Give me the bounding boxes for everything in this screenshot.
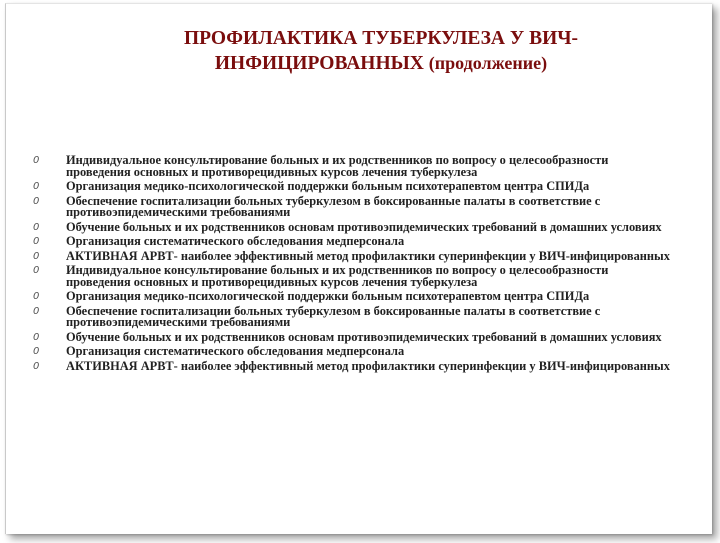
- slide-title: [96, 26, 666, 76]
- list-item: [24, 265, 670, 288]
- list-item-text: Обеспечение госпитализации больных туберкулезом в боксированные палаты в соответствие с противоэпидемическими требованиями: [66, 303, 601, 329]
- list-item-text: Индивидуальное консультирование больных и их родственников по вопросу о целесообразности проведения основных и противорецидивных курсов лечения туберкулеза: [66, 153, 609, 179]
- list-item-text: Обучение больных и их родственников основам противоэпидемических требований в домашних условиях: [66, 219, 662, 234]
- bullet-icon: 0: [33, 331, 40, 343]
- bullet-list: [24, 155, 670, 375]
- title-suffix: (продолжение): [428, 53, 548, 73]
- list-item-text: АКТИВНАЯ АРВТ- наиболее эффективный метод профилактики суперинфекции у ВИЧ-инфицированных: [66, 248, 670, 263]
- bullet-icon: 0: [33, 195, 40, 207]
- bullet-icon: 0: [33, 236, 40, 247]
- list-item: [24, 248, 670, 263]
- bullet-icon: 0: [33, 155, 40, 166]
- list-item: [24, 291, 670, 303]
- list-item-text: Обучение больных и их родственников основам противоэпидемических требований в домашних условиях: [66, 329, 662, 344]
- slide: [5, 3, 712, 534]
- list-item: [24, 181, 670, 193]
- bullet-icon: 0: [33, 250, 40, 262]
- title-line-2-main: ИНФИЦИРОВАННЫХ: [214, 53, 424, 74]
- title-line-1: ПРОФИЛАКТИКА ТУБЕРКУЛЕЗА У ВИЧ-: [183, 28, 579, 49]
- list-item-text: Организация медико-психологической поддержки больным психотерапевтом центра СПИДа: [66, 179, 590, 193]
- list-item-text: Обеспечение госпитализации больных туберкулезом в боксированные палаты в соответствие с противоэпидемическими требованиями: [66, 193, 601, 219]
- list-item-text: АКТИВНАЯ АРВТ- наиболее эффективный метод профилактики суперинфекции у ВИЧ-инфицированных: [66, 358, 670, 373]
- list-item: [24, 329, 670, 344]
- list-item: [24, 219, 670, 234]
- bullet-icon: 0: [33, 346, 40, 357]
- list-item-text: Организация систематического обследования медперсонала: [66, 234, 405, 248]
- list-item: [24, 155, 670, 178]
- title-line-2: [96, 51, 666, 76]
- bullet-icon: 0: [33, 360, 40, 372]
- list-item: [24, 358, 670, 373]
- list-item: [24, 236, 670, 248]
- list-item: [24, 193, 670, 219]
- list-item: [24, 346, 670, 358]
- bullet-icon: 0: [33, 265, 40, 276]
- bullet-icon: 0: [33, 305, 40, 317]
- bullet-icon: 0: [33, 291, 40, 302]
- list-item: [24, 303, 670, 329]
- list-item-text: Организация медико-психологической поддержки больным психотерапевтом центра СПИДа: [66, 289, 590, 303]
- bullet-icon: 0: [33, 181, 40, 192]
- bullet-icon: 0: [33, 221, 40, 233]
- list-item-text: Индивидуальное консультирование больных и их родственников по вопросу о целесообразности проведения основных и противорецидивных курсов лечения туберкулеза: [66, 263, 609, 289]
- list-item-text: Организация систематического обследования медперсонала: [66, 344, 405, 358]
